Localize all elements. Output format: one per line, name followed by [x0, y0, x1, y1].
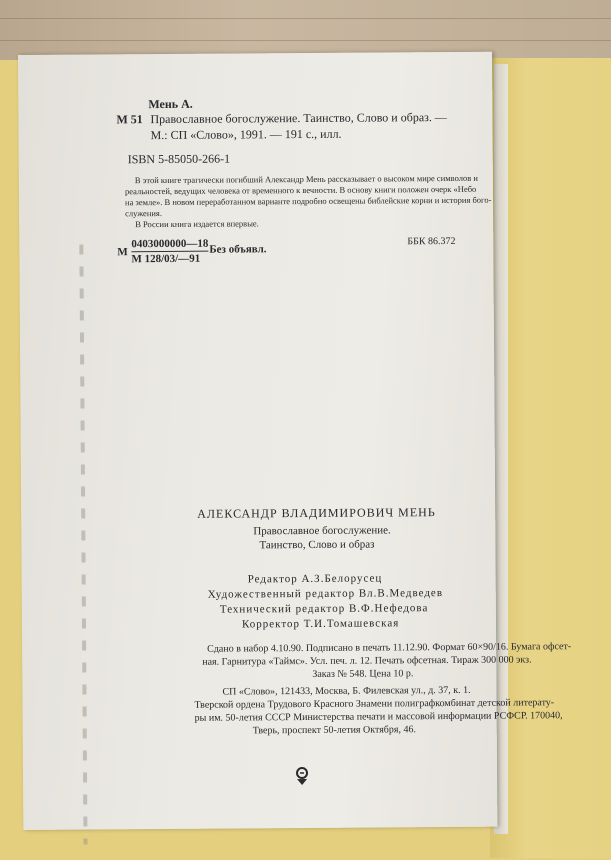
address-line: СП «Слово», 121433, Москва, Б. Филевская ул., д. 37, к. 1.: [222, 684, 471, 698]
address-line: Тверь, проспект 50-летия Октября, 46.: [252, 724, 417, 737]
annotation-line: служения.: [125, 207, 162, 219]
credit-art-editor: Художественный редактор Вл.В.Медведев: [207, 587, 444, 601]
binding-perforation: [79, 245, 87, 845]
index-letter: М: [117, 246, 128, 259]
credit-editor: Редактор А.З.Белорусец: [247, 572, 383, 586]
print-data-line: Сдано в набор 4.10.90. Подписано в печать 11.12.90. Формат 60×90/16. Бумага офсет-: [207, 641, 572, 655]
annotation-line: В России книга издается впервые.: [135, 218, 259, 230]
annotation-line: реальностей, ведущих человека от временного к вечности. В основу книги положен очерк «Небо: [124, 183, 477, 197]
no-announce-note: Без объявл.: [209, 243, 267, 256]
printer-logo-icon: [291, 765, 313, 787]
book-cover-edge: [490, 58, 611, 858]
wood-grain: [0, 40, 611, 41]
catalog-title: Православное богослужение. Таинство, Слово и образ. —: [150, 110, 447, 127]
credit-tech-editor: Технический редактор В.Ф.Нефедова: [219, 602, 429, 616]
catalog-publication: М.: СП «Слово», 1991. — 191 с., илл.: [150, 126, 342, 143]
annotation-line: на земле». В новом переработанном варианте подробно освещены библейские корни и история бого-: [124, 194, 492, 208]
address-line: ры им. 50-летия СССР Министерства печати и массовой информации РСФСР. 170040,: [194, 710, 563, 724]
imprint-title-1: Православное богослужение.: [253, 524, 391, 538]
credit-proofreader: Корректор Т.И.Томашевская: [241, 617, 400, 631]
catalog-isbn: ISBN 5-85050-266-1: [127, 151, 231, 167]
wood-grain: [0, 18, 611, 19]
imprint-title-2: Таинство, Слово и образ: [259, 538, 375, 552]
index-denominator: М 128/03/—91: [131, 252, 201, 266]
print-data-line: Заказ № 548. Цена 10 р.: [312, 668, 414, 680]
catalog-code: М 51: [116, 112, 143, 127]
address-line: Тверской ордена Трудового Красного Знамени полиграфкомбинат детской литерату-: [194, 697, 555, 711]
print-data-line: ная. Гарнитура «Таймс». Усл. печ. л. 12. Печать офсетная. Тираж 300 000 экз.: [202, 654, 532, 668]
imprint-author: АЛЕКСАНДР ВЛАДИМИРОВИЧ МЕНЬ: [197, 505, 436, 521]
catalog-author: Мень А.: [148, 96, 193, 112]
bbk-code: ББК 86.372: [407, 235, 456, 248]
index-numerator: 0403000000—18: [131, 237, 209, 251]
book-page: [18, 52, 572, 830]
annotation-line: В этой книге трагически погибший Александр Мень рассказывает о высоком мире символов и: [134, 172, 478, 186]
